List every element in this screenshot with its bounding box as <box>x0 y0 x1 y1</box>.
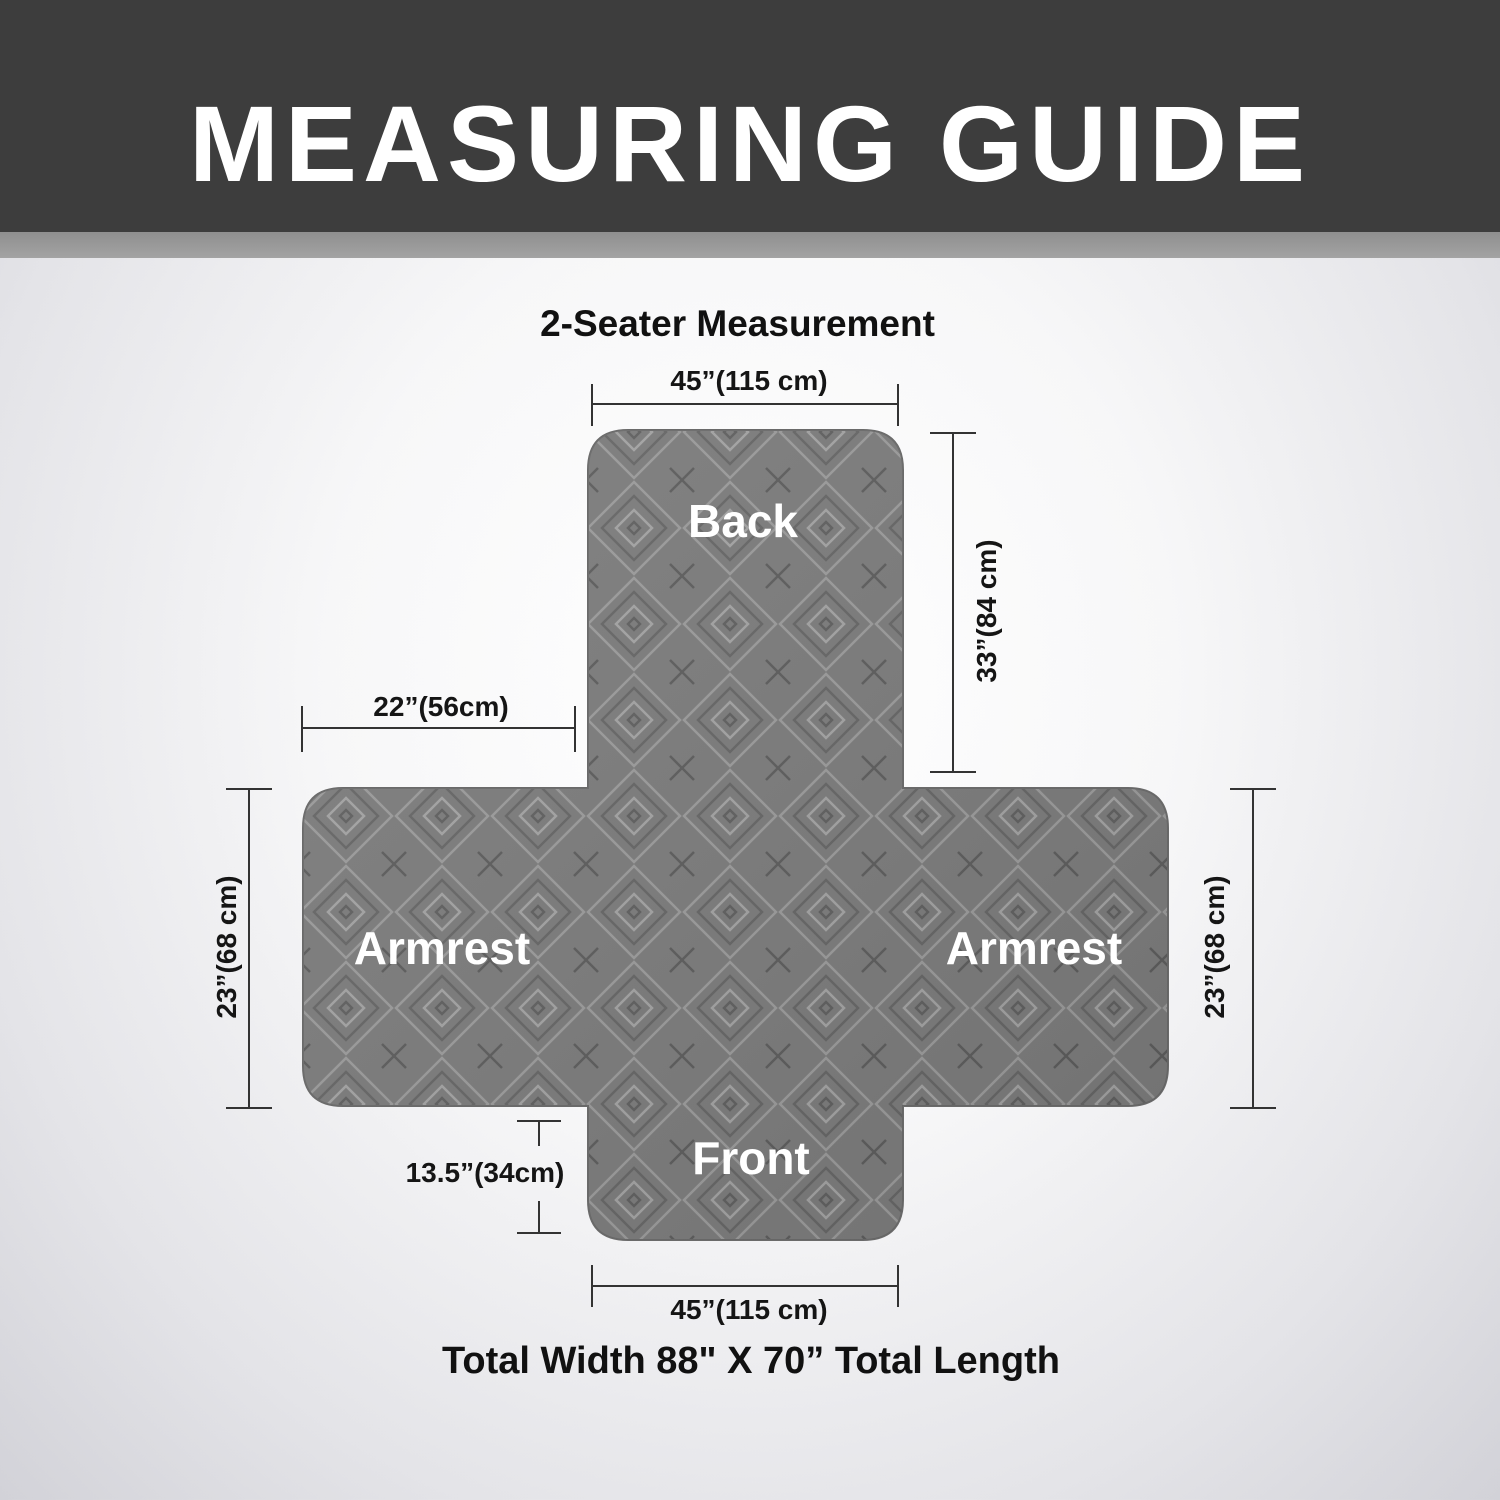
cover-shading <box>303 430 1168 1240</box>
total-size-caption: Total Width 88" X 70” Total Length <box>442 1340 1060 1382</box>
armrest-left-label: Armrest <box>353 922 531 974</box>
front-width-label: 45”(115 cm) <box>670 1294 828 1325</box>
back-width-label: 45”(115 cm) <box>670 365 828 396</box>
front-panel-label: Front <box>692 1132 810 1184</box>
back-panel-label: Back <box>688 495 798 547</box>
diagram-subtitle: 2-Seater Measurement <box>540 303 935 344</box>
armrest-right-label: Armrest <box>945 922 1123 974</box>
page-title: MEASURING GUIDE <box>188 83 1312 204</box>
armrest-width-label: 22”(56cm) <box>373 691 509 722</box>
back-length-dimension-line <box>930 433 976 772</box>
armrest-left-length-label: 23”(68 cm) <box>211 875 242 1019</box>
armrest-right-length-dimension-line <box>1230 789 1276 1108</box>
back-length-label: 33”(84 cm) <box>971 539 1002 683</box>
armrest-right-length-label: 23”(68 cm) <box>1199 875 1230 1019</box>
front-length-label: 13.5”(34cm) <box>405 1157 565 1188</box>
